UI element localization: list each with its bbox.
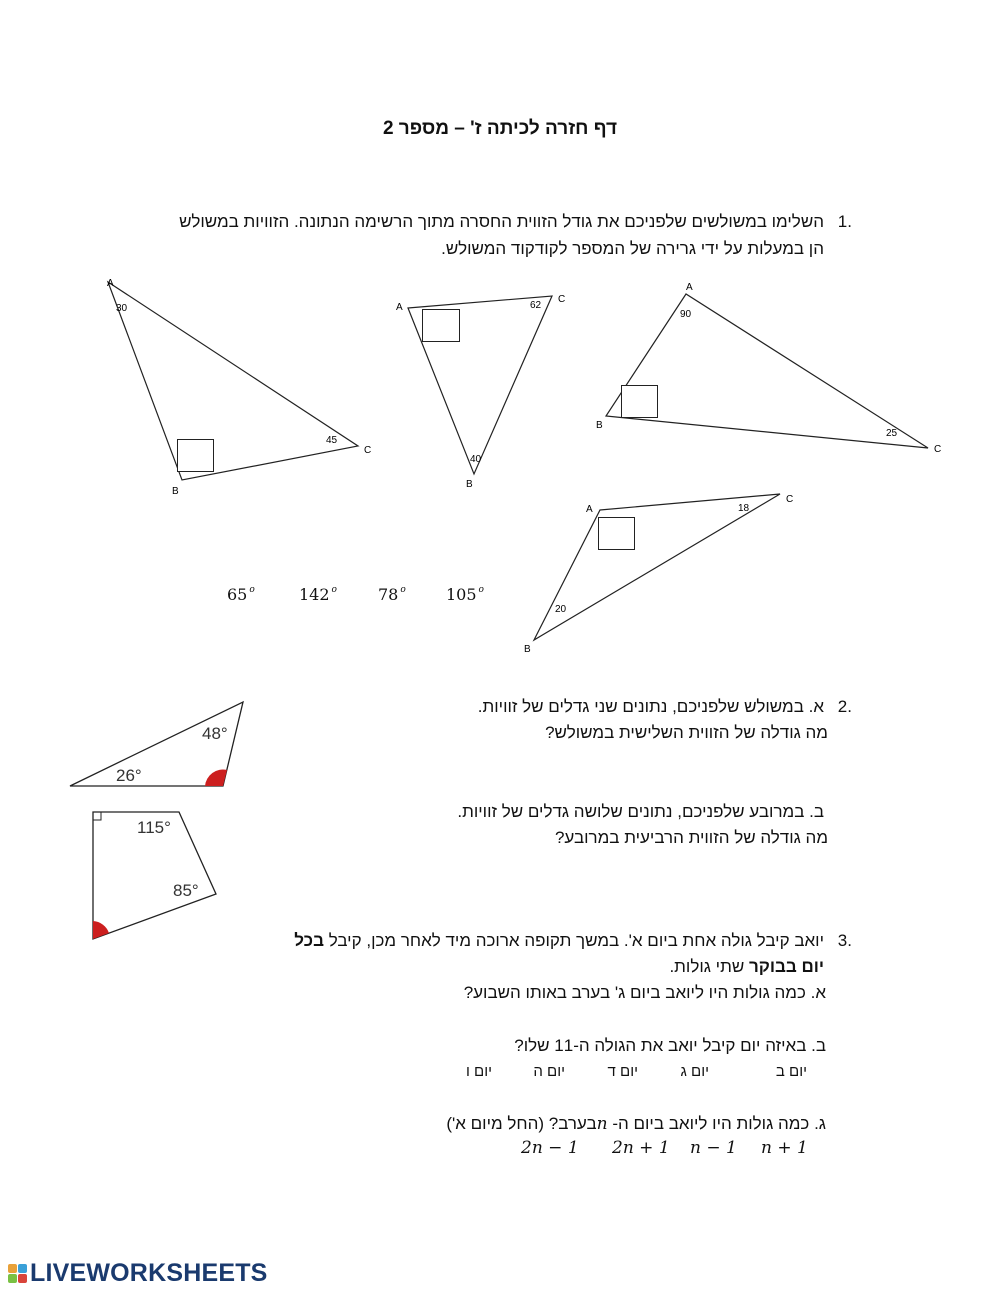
triangle-1-vertex-c: C <box>364 445 372 456</box>
q2-quadrilateral <box>93 812 216 939</box>
q3-line2: יום בבוקר שתי גולות. <box>669 957 824 976</box>
q2-triangle-angle-26: 26° <box>116 766 142 785</box>
q2-b-line2: מה גודלה של הזווית הרביעית במרובע? <box>554 828 828 847</box>
q2-triangle-angle-48: 48° <box>202 724 228 743</box>
option-65[interactable]: 65 $^o$ <box>227 585 255 604</box>
q2-figures <box>60 695 260 945</box>
triangle-4-answer-box[interactable] <box>598 517 635 550</box>
triangle-4 <box>524 494 793 655</box>
q1-line2: הן במעלות על ידי גרירה של המספר לקודקוד המשולש. <box>441 239 824 258</box>
expression-2n-plus-1[interactable]: 2n + 1 <box>612 1138 670 1158</box>
day-option-g[interactable]: יום ג <box>680 1063 709 1080</box>
triangle-2-vertex-b: B <box>466 479 473 490</box>
q2-b-line1: ב. במרובע שלפניכם, נתונים שלושה גדלים של זוויות. <box>457 802 824 821</box>
q3-b: ב. באיזה יום קיבל יואב את הגולה ה-11 שלו? <box>514 1036 826 1055</box>
q1-triangles-figure <box>0 260 1000 660</box>
triangle-1-angle-a: 30 <box>116 303 128 314</box>
triangle-4-vertex-b: B <box>524 644 531 655</box>
triangle-1-angle-c: 45 <box>326 435 338 446</box>
day-option-d[interactable]: יום ד <box>607 1063 638 1080</box>
triangle-3-answer-box[interactable] <box>621 385 658 418</box>
expression-2n-minus-1[interactable]: 2n − 1 <box>521 1138 579 1158</box>
q1-line1: השלימו במשולשים שלפניכם את גודל הזווית החסרה מתוך הרשימה הנתונה. הזוויות במשולש <box>179 212 824 231</box>
q2-a-line2: מה גודלה של הזווית השלישית במשולש? <box>545 723 828 742</box>
triangle-1-answer-box[interactable] <box>177 439 214 472</box>
q3-number: .3 <box>837 931 852 950</box>
triangle-1-vertex-b: B <box>172 486 179 497</box>
q2-quad-angle-85: 85° <box>173 881 199 900</box>
liveworksheets-logo <box>8 1258 268 1288</box>
triangle-2-answer-box[interactable] <box>422 309 460 342</box>
q2-number: .2 <box>837 697 852 716</box>
triangle-2-angle-b: 40 <box>470 454 482 465</box>
triangle-2-vertex-a: A <box>396 302 403 313</box>
triangle-1-vertex-a: A <box>107 278 114 289</box>
triangle-4-angle-c: 18 <box>738 503 750 514</box>
logo-text: LIVEWORKSHEETS <box>30 1258 268 1287</box>
triangle-2-vertex-c: C <box>558 294 566 305</box>
triangle-4-vertex-a: A <box>586 504 593 515</box>
day-option-h[interactable]: יום ה <box>533 1063 565 1080</box>
expression-n-minus-1[interactable]: n − 1 <box>690 1138 737 1158</box>
triangle-2-angle-c: 62 <box>530 300 542 311</box>
option-105[interactable]: 105 $^o$ <box>446 585 484 604</box>
triangle-3-angle-c: 25 <box>886 428 898 439</box>
triangle-3-angle-a: 90 <box>680 309 692 320</box>
q3-a: א. כמה גולות היו ליואב ביום ג' בערב באותו השבוע? <box>463 983 826 1002</box>
q3-line1: יואב קיבל גולה אחת ביום א'. במשך תקופה ארוכה מיד לאחר מכן, קיבל בכל <box>294 931 824 950</box>
option-78[interactable]: 78 $^o$ <box>378 585 406 604</box>
triangle-3-vertex-b: B <box>596 420 603 431</box>
q2-quad-angle-115: 115° <box>137 818 171 837</box>
q2-triangle <box>70 702 243 786</box>
expression-n-plus-1[interactable]: n + 1 <box>761 1138 808 1158</box>
day-option-b[interactable]: יום ב <box>775 1063 807 1080</box>
triangle-3-vertex-c: C <box>934 444 942 455</box>
q2-a-line1: א. במשולש שלפניכם, נתונים שני גדלים של זוויות. <box>477 697 824 716</box>
triangle-3-vertex-a: A <box>686 282 693 293</box>
day-option-v[interactable]: יום ו <box>465 1063 492 1080</box>
triangle-3 <box>596 282 941 455</box>
liveworksheets-logo-mark-icon <box>8 1264 27 1283</box>
option-142[interactable]: 142 $^o$ <box>299 585 337 604</box>
triangle-4-angle-b: 20 <box>555 604 567 615</box>
q3-c: ג. כמה גולות היו ליואב ביום ה- nבערב? (החל מיום א') <box>446 1114 826 1134</box>
triangle-1 <box>107 278 371 497</box>
q1-number: .1 <box>837 212 852 231</box>
page-title: דף חזרה לכיתה ז' – מספר 2 <box>382 118 618 139</box>
triangle-4-vertex-c: C <box>786 494 794 505</box>
